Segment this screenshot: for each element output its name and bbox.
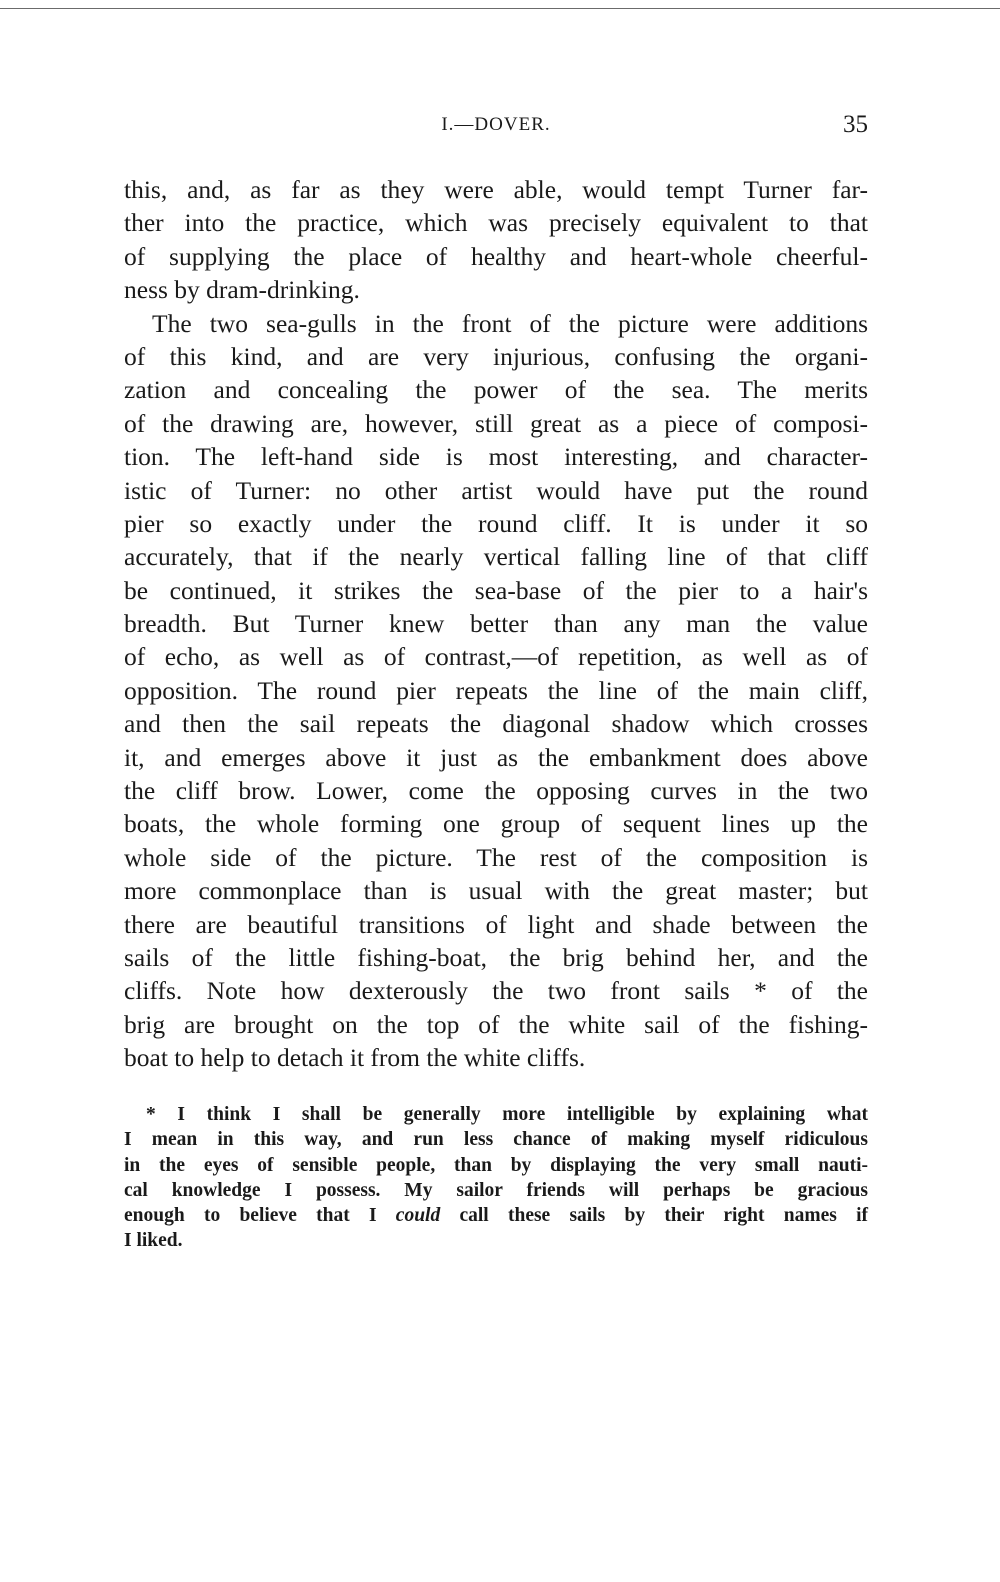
body-line: it, and emerges above it just as the embankment does above [124,742,868,772]
body-line: ness by dram-drinking. [124,275,360,305]
body-line: of this kind, and are very injurious, confusing the organi- [124,341,868,371]
footnote-text: call these sails by their right names if [440,1205,868,1227]
footnote-line: I mean in this way, and run less chance of making myself ridiculous [124,1129,868,1151]
body-line: the cliff brow. Lower, come the opposing curves in the two [124,776,868,806]
body-line: of supplying the place of healthy and heart-whole cheerful- [124,241,868,271]
body-line: accurately, that if the nearly vertical falling line of that cliff [124,542,868,572]
body-line: and then the sail repeats the diagonal shadow which crosses [124,709,868,739]
body-line: istic of Turner: no other artist would have put the round [124,475,868,505]
body-line: breadth. But Turner knew better than any man the value [124,609,868,639]
body-line: zation and concealing the power of the sea. The merits [124,375,868,405]
body-line: of echo, as well as of contrast,—of repetition, as well as of [124,642,868,672]
body-line: whole side of the picture. The rest of the composition is [124,842,868,872]
footnote-emphasis: could [395,1205,441,1227]
body-line: there are beautiful transitions of light and shade between the [124,909,868,939]
body-line: cliffs. Note how dexterously the two front sails * of the [124,976,868,1006]
body-line: brig are brought on the top of the white sail of the fishing- [124,1009,868,1039]
body-line: pier so exactly under the round cliff. It is under it so [124,508,868,538]
footnote-line: in the eyes of sensible people, than by displaying the very small nauti- [124,1154,868,1176]
body-text [124,173,868,1075]
body-line: of the drawing are, however, still great as a piece of composi- [124,408,868,438]
footnote-line: cal knowledge I possess. My sailor friends will perhaps be gracious [124,1179,868,1201]
running-title: I.—DOVER. [441,114,551,135]
body-line: opposition. The round pier repeats the line of the main cliff, [124,675,868,705]
footnote-text: enough to believe that I [124,1205,396,1227]
body-line: be continued, it strikes the sea-base of the pier to a hair's [124,575,868,605]
footnote-line: * I think I shall be generally more intelligible by explaining what [146,1104,868,1125]
body-line: tion. The left-hand side is most interesting, and character- [124,442,868,472]
body-line: ther into the practice, which was precisely equivalent to that [124,208,868,238]
body-line: more commonplace than is usual with the great master; but [124,876,868,906]
body-line: sails of the little fishing-boat, the brig behind her, and the [124,942,868,972]
footnote [124,1102,868,1254]
top-edge-rule [0,8,1000,9]
page-number: 35 [843,111,868,138]
running-head [124,110,868,140]
footnote-line: I liked. [124,1230,183,1252]
body-line: boat to help to detach it from the white cliffs. [124,1043,586,1073]
body-line: The two sea-gulls in the front of the picture were additions [152,308,868,338]
footnote-line [124,1203,868,1228]
body-line: boats, the whole forming one group of sequent lines up the [124,809,868,839]
body-line: this, and, as far as they were able, would tempt Turner far- [124,175,868,204]
